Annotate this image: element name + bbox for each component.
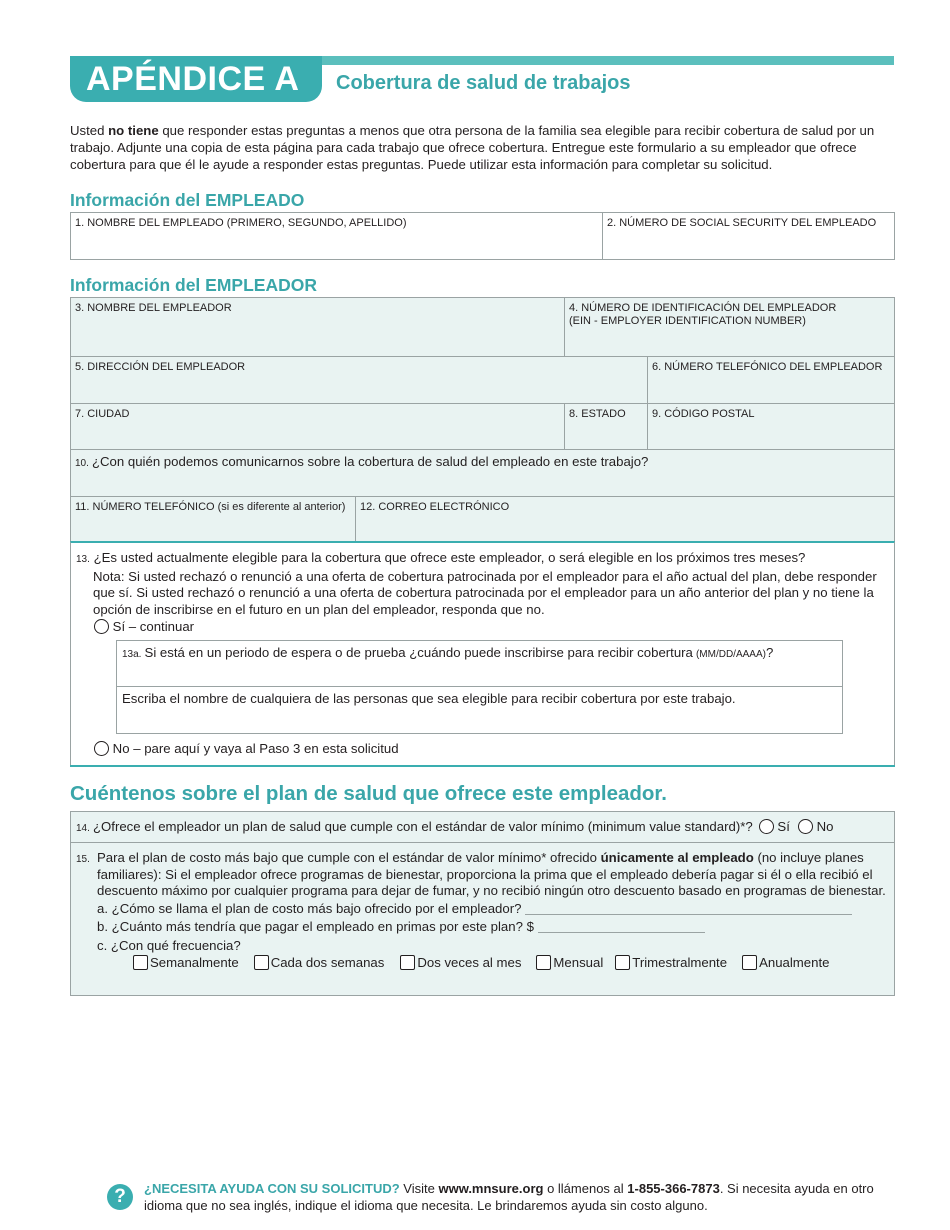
- frequency-option[interactable]: [742, 955, 829, 970]
- city-field[interactable]: 7. CIUDAD: [70, 403, 565, 450]
- frequency-label: Trimestralmente: [632, 955, 728, 970]
- page-subtitle: Cobertura de salud de trabajos: [336, 72, 631, 94]
- plan-name-input[interactable]: [525, 903, 852, 915]
- q14-yes-radio[interactable]: [759, 819, 774, 834]
- employer-heading: Información del EMPLEADOR: [70, 275, 317, 295]
- frequency-checkbox[interactable]: [536, 955, 551, 970]
- q13-note: Nota: Si usted rechazó o renunció a una oferta de cobertura patrocinada por el empleador para el año actual del plan, debe responder que sí. Si usted rechazó o renunció a una oferta de cobertura patrocinada por el empleador para un año anterior del plan y no tiene la opción de inscribirse en el futuro en un plan del empleador, responda que no.: [93, 568, 877, 617]
- help-url[interactable]: www.mnsure.org: [438, 1181, 544, 1196]
- frequency-option[interactable]: [133, 955, 239, 970]
- q13-no-radio[interactable]: [94, 741, 109, 756]
- q13a-field[interactable]: 13a. Si está en un periodo de espera o de prueba ¿cuándo puede inscribirse para recibir cobertura (MM/DD/AAAA)?: [116, 640, 843, 687]
- employer-address-field[interactable]: 5. DIRECCIÓN DEL EMPLEADOR: [70, 356, 648, 404]
- frequency-label: Mensual: [553, 955, 604, 970]
- frequency-checkbox[interactable]: [254, 955, 269, 970]
- frequency-label: Dos veces al mes: [417, 955, 522, 970]
- q14-yes-option[interactable]: Sí: [759, 819, 790, 834]
- q13b-field[interactable]: Escriba el nombre de cualquiera de las personas que sea elegible para recibir cobertura por este trabajo.: [116, 686, 843, 734]
- employee-name-field[interactable]: 1. NOMBRE DEL EMPLEADO (PRIMERO, SEGUNDO, APELLIDO): [70, 212, 603, 260]
- frequency-option[interactable]: [536, 955, 603, 970]
- frequency-checkbox[interactable]: [133, 955, 148, 970]
- q15b-row: b. ¿Cuánto más tendría que pagar el empleado en primas por este plan? $: [76, 919, 886, 936]
- plan-heading: Cuéntenos sobre el plan de salud que ofrece este empleador.: [70, 782, 667, 805]
- q13-question: 13. ¿Es usted actualmente elegible para la cobertura que ofrece este empleador, o será elegible en los próximos tres meses?: [76, 550, 806, 565]
- q13-no-option[interactable]: No – pare aquí y vaya al Paso 3 en esta solicitud: [94, 741, 399, 758]
- q13-yes-radio[interactable]: [94, 619, 109, 634]
- q14-no-radio[interactable]: [798, 819, 813, 834]
- employer-name-field[interactable]: 3. NOMBRE DEL EMPLEADOR: [70, 297, 565, 357]
- email-field[interactable]: 12. CORREO ELECTRÓNICO: [355, 496, 895, 542]
- frequency-label: Anualmente: [759, 955, 830, 970]
- frequency-options: [76, 955, 886, 972]
- employer-ein-field[interactable]: 4. NÚMERO DE IDENTIFICACIÓN DEL EMPLEADOR (EIN - EMPLOYER IDENTIFICATION NUMBER): [564, 297, 895, 357]
- frequency-checkbox[interactable]: [400, 955, 415, 970]
- frequency-label: Cada dos semanas: [270, 955, 385, 970]
- contact-person-field[interactable]: 10. ¿Con quién podemos comunicarnos sobre la cobertura de salud del empleado en este trabajo?: [70, 449, 895, 497]
- page-title: APÉNDICE A: [86, 60, 300, 98]
- employer-phone-field[interactable]: 6. NÚMERO TELEFÓNICO DEL EMPLEADOR: [647, 356, 895, 404]
- help-icon: ?: [107, 1184, 133, 1210]
- intro-paragraph: Usted no tiene que responder estas preguntas a menos que otra persona de la familia sea elegible para recibir cobertura de salud por un trabajo. Adjunte una copia de esta página para cada trabajo que ofrece cobertura. Entregue este formulario a su empleador que ofrece cobertura para que él le ayude a responder estas preguntas. Puede utilizar esta información para completar su solicitud.: [70, 123, 875, 172]
- zip-field[interactable]: 9. CÓDIGO POSTAL: [647, 403, 895, 450]
- q15-block: [70, 842, 895, 996]
- employee-heading: Información del EMPLEADO: [70, 190, 305, 210]
- help-text: ¿NECESITA AYUDA CON SU SOLICITUD? Visite www.mnsure.org o llámenos al 1-855-366-7873. Si necesita ayuda en otro idioma que no sea inglés, indique el idioma que necesita. Le brindaremos ayuda sin costo alguno.: [144, 1181, 874, 1213]
- frequency-option[interactable]: [400, 955, 521, 970]
- state-field[interactable]: 8. ESTADO: [564, 403, 648, 450]
- q13-yes-option[interactable]: Sí – continuar: [76, 619, 888, 636]
- frequency-option[interactable]: [615, 955, 727, 970]
- frequency-checkbox[interactable]: [615, 955, 630, 970]
- employee-ssn-field[interactable]: 2. NÚMERO DE SOCIAL SECURITY DEL EMPLEADO: [602, 212, 895, 260]
- q15c-label: c. ¿Con qué frecuencia?: [97, 937, 241, 953]
- alt-phone-field[interactable]: 11. NÚMERO TELEFÓNICO (si es diferente al anterior): [70, 496, 356, 542]
- frequency-option[interactable]: [254, 955, 385, 970]
- help-phone[interactable]: 1-855-366-7873: [627, 1181, 720, 1196]
- q13-bottom-rule: [70, 765, 895, 767]
- premium-amount-input[interactable]: [538, 921, 705, 933]
- q14-no-option[interactable]: No: [798, 819, 834, 834]
- q14-block: 14. ¿Ofrece el empleador un plan de salud que cumple con el estándar de valor mínimo (minimum value standard)*? Sí No: [70, 811, 895, 843]
- q15-question: 15. Para el plan de costo más bajo que cumple con el estándar de valor mínimo* ofrecido únicamente al empleado (no incluye planes familiares): Si el empleador ofrece programas de bienestar, proporciona la prima que el empleado debería pagar si él o ella recibió el descuento máximo por cualquier programa para dejar de fumar, y no recibió ningún otro descuento basado en programas de bienestar.: [76, 850, 886, 898]
- frequency-label: Semanalmente: [150, 955, 239, 970]
- q15a-row: a. ¿Cómo se llama el plan de costo más bajo ofrecido por el empleador?: [76, 901, 886, 918]
- frequency-checkbox[interactable]: [742, 955, 757, 970]
